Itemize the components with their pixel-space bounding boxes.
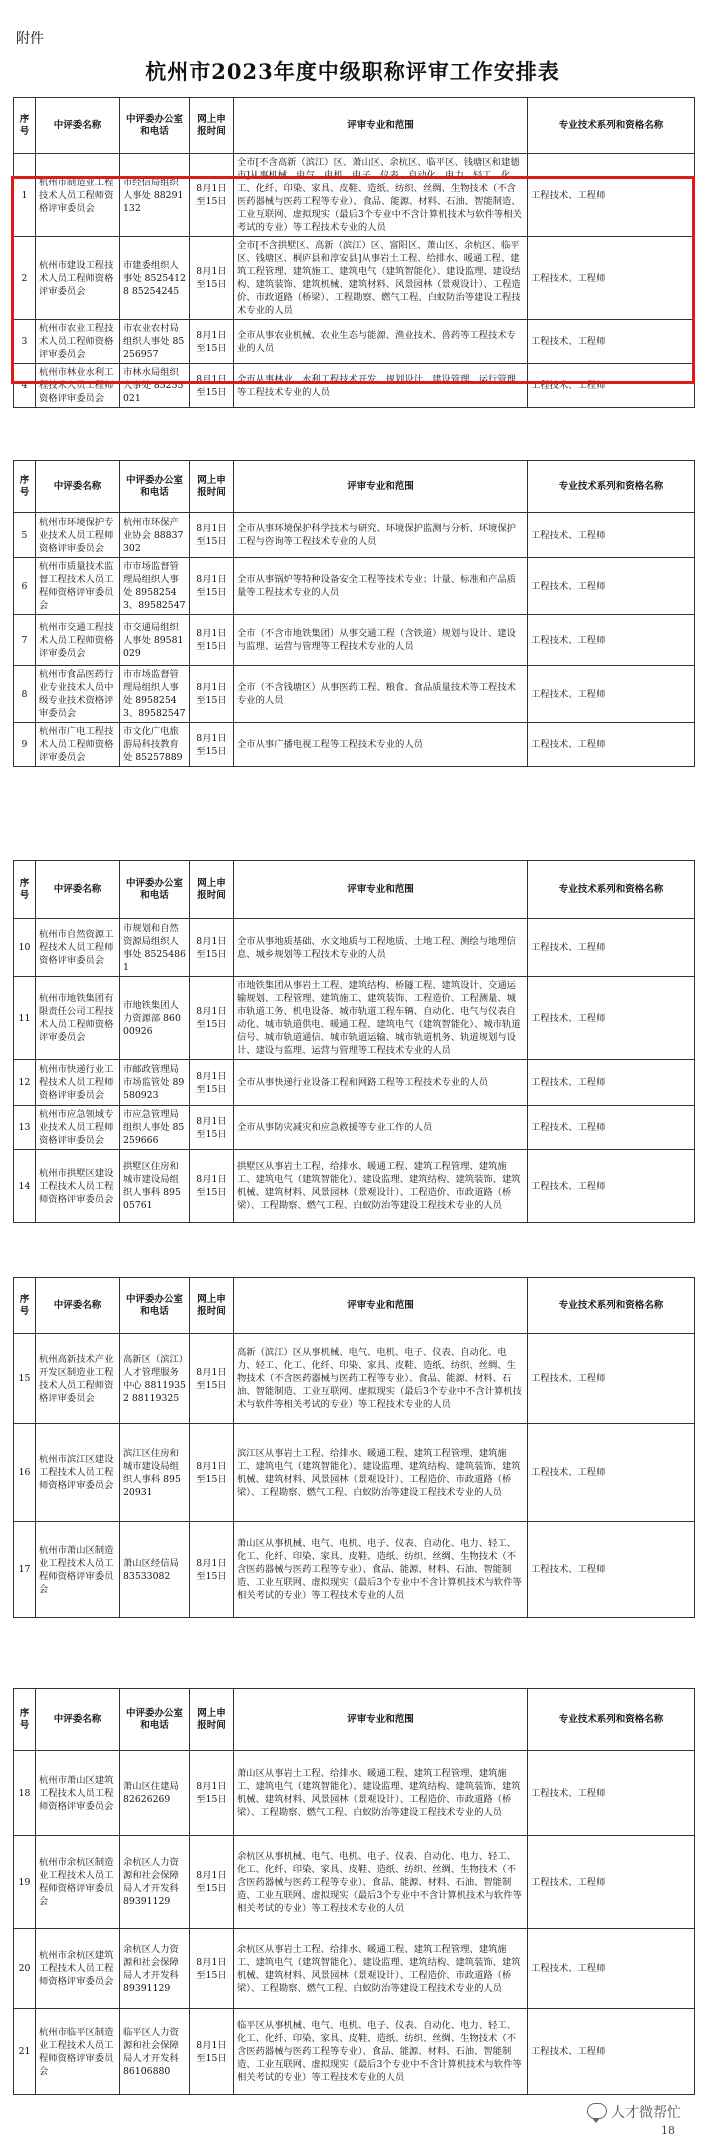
cell-office: 市规划和自然资源局组织人事处 85254861: [120, 919, 190, 977]
cell-no: 15: [14, 1334, 36, 1424]
cell-no: 3: [14, 320, 36, 364]
cell-series: 工程技术、工程师: [528, 237, 695, 320]
table-row: [14, 723, 695, 767]
header-cell: 序号: [14, 1689, 36, 1751]
cell-scope: 余杭区从事岩土工程、给排水、暖通工程、建筑工程管理、建筑施工、建筑电气（建筑智能化）、建设监理、建筑结构、建筑装饰、建筑机械、建筑材料、风景园林（景观设计）、工程造价、市政道路（桥梁）、工程勘察、燃气工程、白蚁防治等建设工程技术专业的人员: [234, 1929, 528, 2009]
cell-series: 工程技术、工程师: [528, 1929, 695, 2009]
header-cell: 中评委名称: [36, 1689, 120, 1751]
table-row: [14, 919, 695, 977]
cell-office: 滨江区住房和城市建设局组织人事科 89520931: [120, 1424, 190, 1522]
cell-office: 市文化广电旅游局科技教育处 85257889: [120, 723, 190, 767]
cell-office: 市建委组织人事处 85254128 85254245: [120, 237, 190, 320]
cell-name: 杭州市建设工程技术人员工程师资格评审委员会: [36, 237, 120, 320]
cell-name: 杭州市余杭区建筑工程技术人员工程师资格评审委员会: [36, 1929, 120, 2009]
cell-scope: 临平区从事机械、电气、电机、电子、仪表、自动化、电力、轻工、化工、化纤、印染、家具、皮鞋、造纸、纺织、丝绸、生物技术（不含医药器械与医药工程等专业）、食品、能源、材料、石油、智能制造、工业互联网、虚拟现实（最后3个专业中不含计算机技术与软件等相关考试的专业）等工程技术专业的人员: [234, 2009, 528, 2095]
table-row: [14, 615, 695, 666]
watermark: [583, 2100, 685, 2124]
cell-scope: 全市从事防灾减灾和应急救援等专业工作的人员: [234, 1106, 528, 1150]
cell-date: 8月1日至15日: [190, 666, 234, 723]
table-header-row: [14, 98, 695, 154]
header-cell: 专业技术系列和资格名称: [528, 98, 695, 154]
header-cell: 网上申报时间: [190, 861, 234, 919]
cell-no: 17: [14, 1522, 36, 1618]
cell-series: 工程技术、工程师: [528, 919, 695, 977]
cell-scope: 滨江区从事岩土工程、给排水、暖通工程、建筑工程管理、建筑施工、建筑电气（建筑智能化）、建设监理、建筑结构、建筑装饰、建筑机械、建筑材料、风景园林（景观设计）、工程造价、市政道路（桥梁）、工程勘察、燃气工程、白蚁防治等建设工程技术专业的人员: [234, 1424, 528, 1522]
cell-name: 杭州市食品医药行业专业技术人员中级专业技术资格评审委员会: [36, 666, 120, 723]
cell-scope: 全市从事林业、水利工程技术开发、规划设计、建设管理、运行管理等工程技术专业的人员: [234, 364, 528, 408]
header-cell: 网上申报时间: [190, 98, 234, 154]
cell-office: 杭州市环保产业协会 88837302: [120, 513, 190, 558]
cell-no: 21: [14, 2009, 36, 2095]
page-number: 18: [661, 2124, 675, 2137]
cell-scope: 市地铁集团从事岩土工程、建筑结构、桥隧工程、建筑设计、交通运输规划、工程管理、建筑施工、建筑装饰、工程造价、工程测量、城市轨道工务、机电设备、城市轨道工程车辆、自动化、电气与仪表自动化、城市轨道供电、暖通工程、建筑电气（建筑智能化）、城市轨道信号、城市轨道通信、城市轨道运输、城市轨道机务、轨道规划与设计、建设与监理、运营与管理等工程技术专业的人员: [234, 977, 528, 1060]
cell-scope: 全市（不含市地铁集团）从事交通工程（含铁道）规划与设计、建设与监理、运营与管理等工程技术专业的人员: [234, 615, 528, 666]
cell-name: 杭州市林业水利工程技术人员工程师资格评审委员会: [36, 364, 120, 408]
cell-date: 8月1日至15日: [190, 364, 234, 408]
cell-scope: 全市[不含高新（滨江）区、萧山区、余杭区、临平区、钱塘区和建德市]从事机械、电气、电机、电子、仪表、自动化、电力、轻工、化工、化纤、印染、家具、皮鞋、造纸、纺织、丝绸、生物技术（不含医药器械与医药工程等专业）、食品、能源、材料、石油、智能制造、工业互联网、虚拟现实（最后3个专业中不含计算机技术与软件等相关考试的专业）等工程技术专业的人员: [234, 154, 528, 237]
table-row: [14, 1522, 695, 1618]
header-cell: 中评委办公室和电话: [120, 1689, 190, 1751]
cell-scope: 全市[不含拱墅区、高新（滨江）区、富阳区、萧山区、余杭区、临平区、钱塘区、桐庐县和淳安县]从事岩土工程、给排水、暖通工程、建筑工程管理、建筑施工、建筑电气（建筑智能化）、建设监理、建设结构、建筑装饰、建筑机械、建筑材料、风景园林（景观设计）、工程造价、市政道路（桥梁）、工程勘察、燃气工程、白蚁防治等建设工程技术专业的人员: [234, 237, 528, 320]
cell-no: 7: [14, 615, 36, 666]
cell-office: 临平区人力资源和社会保障局人才开发科 86106880: [120, 2009, 190, 2095]
cell-name: 杭州市制造业工程技术人员工程师资格评审委员会: [36, 154, 120, 237]
cell-office: 市市场监督管理局组织人事处 89582543、89582547: [120, 558, 190, 615]
cell-name: 杭州市自然资源工程技术人员工程师资格评审委员会: [36, 919, 120, 977]
cell-scope: 全市（不含钱塘区）从事医药工程、粮食、食品质量技术等工程技术专业的人员: [234, 666, 528, 723]
table-row: [14, 2009, 695, 2095]
cell-series: 工程技术、工程师: [528, 1060, 695, 1106]
cell-name: 杭州市地铁集团有限责任公司工程技术人员工程师资格评审委员会: [36, 977, 120, 1060]
header-cell: 评审专业和范围: [234, 461, 528, 513]
cell-no: 20: [14, 1929, 36, 2009]
cell-date: 8月1日至15日: [190, 1424, 234, 1522]
cell-date: 8月1日至15日: [190, 1334, 234, 1424]
cell-scope: 全市从事快递行业设备工程和网路工程等工程技术专业的人员: [234, 1060, 528, 1106]
cell-scope: 全市从事地质基础、水文地质与工程地质、土地工程、测绘与地理信息、城乡规划等工程技术专业的人员: [234, 919, 528, 977]
cell-scope: 拱墅区从事岩土工程、给排水、暖通工程、建筑工程管理、建筑施工、建筑电气（建筑智能化）、建设监理、建筑结构、建筑装饰、建筑机械、建筑材料、风景园林（景观设计）、工程造价、市政道路（桥梁）、工程勘察、燃气工程、白蚁防治等建设工程技术专业的人员: [234, 1150, 528, 1223]
table-row: [14, 1751, 695, 1836]
cell-no: 14: [14, 1150, 36, 1223]
table-row: [14, 1150, 695, 1223]
cell-no: 12: [14, 1060, 36, 1106]
cell-date: 8月1日至15日: [190, 1060, 234, 1106]
cell-series: 工程技术、工程师: [528, 1150, 695, 1223]
cell-no: 19: [14, 1836, 36, 1929]
cell-office: 余杭区人力资源和社会保障局人才开发科 89391129: [120, 1929, 190, 2009]
cell-date: 8月1日至15日: [190, 320, 234, 364]
schedule-table: [13, 97, 695, 408]
schedule-table: [13, 460, 695, 767]
table-row: [14, 666, 695, 723]
cell-date: 8月1日至15日: [190, 558, 234, 615]
header-cell: 中评委办公室和电话: [120, 1278, 190, 1334]
cell-no: 8: [14, 666, 36, 723]
cell-name: 杭州市滨江区建设工程技术人员工程师资格评审委员会: [36, 1424, 120, 1522]
cell-office: 市市场监督管理局组织人事处 89582543、89582547: [120, 666, 190, 723]
table-row: [14, 1060, 695, 1106]
cell-no: 16: [14, 1424, 36, 1522]
cell-no: 1: [14, 154, 36, 237]
table-header-row: [14, 461, 695, 513]
cell-series: 工程技术、工程师: [528, 1751, 695, 1836]
cell-name: 杭州市质量技术监督工程技术人员工程师资格评审委员会: [36, 558, 120, 615]
watermark-text: 人才微帮忙: [611, 2105, 681, 2121]
table-row: [14, 320, 695, 364]
table-row: [14, 1836, 695, 1929]
cell-series: 工程技术、工程师: [528, 977, 695, 1060]
chat-bubble-icon: [587, 2103, 607, 2119]
cell-series: 工程技术、工程师: [528, 666, 695, 723]
cell-name: 杭州市应急领域专业技术人员工程师资格评审委员会: [36, 1106, 120, 1150]
cell-office: 市应急管理局组织人事处 85259666: [120, 1106, 190, 1150]
attachment-label: 附件: [16, 31, 44, 47]
cell-name: 杭州市萧山区制造业工程技术人员工程师资格评审委员会: [36, 1522, 120, 1618]
cell-name: 杭州市萧山区建筑工程技术人员工程师资格评审委员会: [36, 1751, 120, 1836]
cell-date: 8月1日至15日: [190, 615, 234, 666]
cell-office: 高新区（滨江）人才管理服务中心 88119352 88119325: [120, 1334, 190, 1424]
header-cell: 评审专业和范围: [234, 1278, 528, 1334]
table-row: [14, 1424, 695, 1522]
schedule-table: [13, 860, 695, 1223]
cell-no: 11: [14, 977, 36, 1060]
header-cell: 专业技术系列和资格名称: [528, 861, 695, 919]
header-cell: 中评委办公室和电话: [120, 861, 190, 919]
cell-name: 杭州市环境保护专业技术人员工程师资格评审委员会: [36, 513, 120, 558]
header-cell: 网上申报时间: [190, 1689, 234, 1751]
cell-name: 杭州市临平区制造业工程技术人员工程师资格评审委员会: [36, 2009, 120, 2095]
cell-date: 8月1日至15日: [190, 1836, 234, 1929]
cell-scope: 萧山区从事岩土工程、给排水、暖通工程、建筑工程管理、建筑施工、建筑电气（建筑智能化）、建设监理、建筑结构、建筑装饰、建筑机械、建筑材料、风景园林（景观设计）、工程造价、市政道路（桥梁）、工程勘察、燃气工程、白蚁防治等建设工程技术专业的人员: [234, 1751, 528, 1836]
cell-date: 8月1日至15日: [190, 2009, 234, 2095]
cell-name: 杭州市余杭区制造业工程技术人员工程师资格评审委员会: [36, 1836, 120, 1929]
table-row: [14, 1929, 695, 2009]
cell-scope: 余杭区从事机械、电气、电机、电子、仪表、自动化、电力、轻工、化工、化纤、印染、家具、皮鞋、造纸、纺织、丝绸、生物技术（不含医药器械与医药工程等专业）、食品、能源、材料、石油、智能制造、工业互联网、虚拟现实（最后3个专业中不含计算机技术与软件等相关考试的专业）等工程技术专业的人员: [234, 1836, 528, 1929]
table-row: [14, 977, 695, 1060]
table-row: [14, 237, 695, 320]
table-row: [14, 558, 695, 615]
table-header-row: [14, 1689, 695, 1751]
header-cell: 中评委名称: [36, 461, 120, 513]
cell-office: 市地铁集团人力资源部 86000926: [120, 977, 190, 1060]
cell-date: 8月1日至15日: [190, 154, 234, 237]
table-row: [14, 1106, 695, 1150]
schedule-table: [13, 1688, 695, 2095]
cell-series: 工程技术、工程师: [528, 1424, 695, 1522]
cell-date: 8月1日至15日: [190, 513, 234, 558]
cell-series: 工程技术、工程师: [528, 364, 695, 408]
cell-office: 市林水局组织人事处 85255021: [120, 364, 190, 408]
header-cell: 中评委名称: [36, 861, 120, 919]
header-cell: 专业技术系列和资格名称: [528, 461, 695, 513]
header-cell: 中评委名称: [36, 1278, 120, 1334]
cell-office: 市邮政管理局市场监管处 89580923: [120, 1060, 190, 1106]
table-row: [14, 364, 695, 408]
cell-no: 5: [14, 513, 36, 558]
cell-office: 市经信局组织人事处 88291132: [120, 154, 190, 237]
cell-series: 工程技术、工程师: [528, 615, 695, 666]
cell-series: 工程技术、工程师: [528, 154, 695, 237]
cell-scope: 全市从事农业机械、农业生态与能源、渔业技术、兽药等工程技术专业的人员: [234, 320, 528, 364]
table-row: [14, 513, 695, 558]
header-cell: 序号: [14, 98, 36, 154]
cell-date: 8月1日至15日: [190, 237, 234, 320]
cell-name: 杭州市交通工程技术人员工程师资格评审委员会: [36, 615, 120, 666]
cell-date: 8月1日至15日: [190, 723, 234, 767]
header-cell: 网上申报时间: [190, 1278, 234, 1334]
header-cell: 网上申报时间: [190, 461, 234, 513]
cell-series: 工程技术、工程师: [528, 1836, 695, 1929]
cell-date: 8月1日至15日: [190, 919, 234, 977]
cell-date: 8月1日至15日: [190, 1751, 234, 1836]
cell-series: 工程技术、工程师: [528, 320, 695, 364]
cell-office: 萧山区经信局 83533082: [120, 1522, 190, 1618]
cell-name: 杭州市拱墅区建设工程技术人员工程师资格评审委员会: [36, 1150, 120, 1223]
header-cell: 专业技术系列和资格名称: [528, 1689, 695, 1751]
cell-no: 10: [14, 919, 36, 977]
cell-date: 8月1日至15日: [190, 1150, 234, 1223]
table-row: [14, 1334, 695, 1424]
cell-name: 杭州高新技术产业开发区制造业工程技术人员工程师资格评审委员会: [36, 1334, 120, 1424]
cell-date: 8月1日至15日: [190, 1106, 234, 1150]
cell-series: 工程技术、工程师: [528, 1106, 695, 1150]
cell-series: 工程技术、工程师: [528, 1522, 695, 1618]
cell-date: 8月1日至15日: [190, 1929, 234, 2009]
cell-scope: 全市从事广播电视工程等工程技术专业的人员: [234, 723, 528, 767]
cell-no: 18: [14, 1751, 36, 1836]
cell-no: 13: [14, 1106, 36, 1150]
table-header-row: [14, 1278, 695, 1334]
cell-series: 工程技术、工程师: [528, 513, 695, 558]
cell-date: 8月1日至15日: [190, 1522, 234, 1618]
cell-series: 工程技术、工程师: [528, 723, 695, 767]
header-cell: 评审专业和范围: [234, 861, 528, 919]
cell-scope: 高新（滨江）区从事机械、电气、电机、电子、仪表、自动化、电力、轻工、化工、化纤、印染、家具、皮鞋、造纸、纺织、丝绸、生物技术（不含医药器械与医药工程等专业）、食品、能源、材料、石油、智能制造、工业互联网、虚拟现实（最后3个专业中不含计算机技术与软件等相关考试的专业）等工程技术专业的人员: [234, 1334, 528, 1424]
cell-office: 拱墅区住房和城市建设局组织人事科 89505761: [120, 1150, 190, 1223]
cell-name: 杭州市广电工程技术人员工程师资格评审委员会: [36, 723, 120, 767]
cell-no: 6: [14, 558, 36, 615]
cell-no: 2: [14, 237, 36, 320]
schedule-table: [13, 1277, 695, 1618]
cell-no: 4: [14, 364, 36, 408]
header-cell: 序号: [14, 861, 36, 919]
header-cell: 中评委办公室和电话: [120, 98, 190, 154]
header-cell: 序号: [14, 461, 36, 513]
cell-name: 杭州市农业工程技术人员工程师资格评审委员会: [36, 320, 120, 364]
page-title: 杭州市2023年度中级职称评审工作安排表: [145, 59, 560, 84]
header-cell: 专业技术系列和资格名称: [528, 1278, 695, 1334]
cell-office: 萧山区住建局 82626269: [120, 1751, 190, 1836]
cell-scope: 全市从事环境保护科学技术与研究、环境保护监测与分析、环境保护工程与咨询等工程技术专业的人员: [234, 513, 528, 558]
header-cell: 评审专业和范围: [234, 98, 528, 154]
cell-series: 工程技术、工程师: [528, 2009, 695, 2095]
cell-scope: 萧山区从事机械、电气、电机、电子、仪表、自动化、电力、轻工、化工、化纤、印染、家具、皮鞋、造纸、纺织、丝绸、生物技术（不含医药器械与医药工程等专业）、食品、能源、材料、石油、智能制造、工业互联网、虚拟现实（最后3个专业中不含计算机技术与软件等相关考试的专业）等工程技术专业的人员: [234, 1522, 528, 1618]
cell-scope: 全市从事锅炉等特种设备安全工程等技术专业；计量、标准和产品质量等工程技术专业的人员: [234, 558, 528, 615]
cell-office: 市交通局组织人事处 89581029: [120, 615, 190, 666]
cell-series: 工程技术、工程师: [528, 1334, 695, 1424]
cell-name: 杭州市快递行业工程技术人员工程师资格评审委员会: [36, 1060, 120, 1106]
cell-office: 余杭区人力资源和社会保障局人才开发科 89391129: [120, 1836, 190, 1929]
cell-no: 9: [14, 723, 36, 767]
cell-series: 工程技术、工程师: [528, 558, 695, 615]
cell-office: 市农业农村局组织人事处 85256957: [120, 320, 190, 364]
header-cell: 评审专业和范围: [234, 1689, 528, 1751]
table-header-row: [14, 861, 695, 919]
header-cell: 序号: [14, 1278, 36, 1334]
cell-date: 8月1日至15日: [190, 977, 234, 1060]
table-row: [14, 154, 695, 237]
header-cell: 中评委办公室和电话: [120, 461, 190, 513]
header-cell: 中评委名称: [36, 98, 120, 154]
